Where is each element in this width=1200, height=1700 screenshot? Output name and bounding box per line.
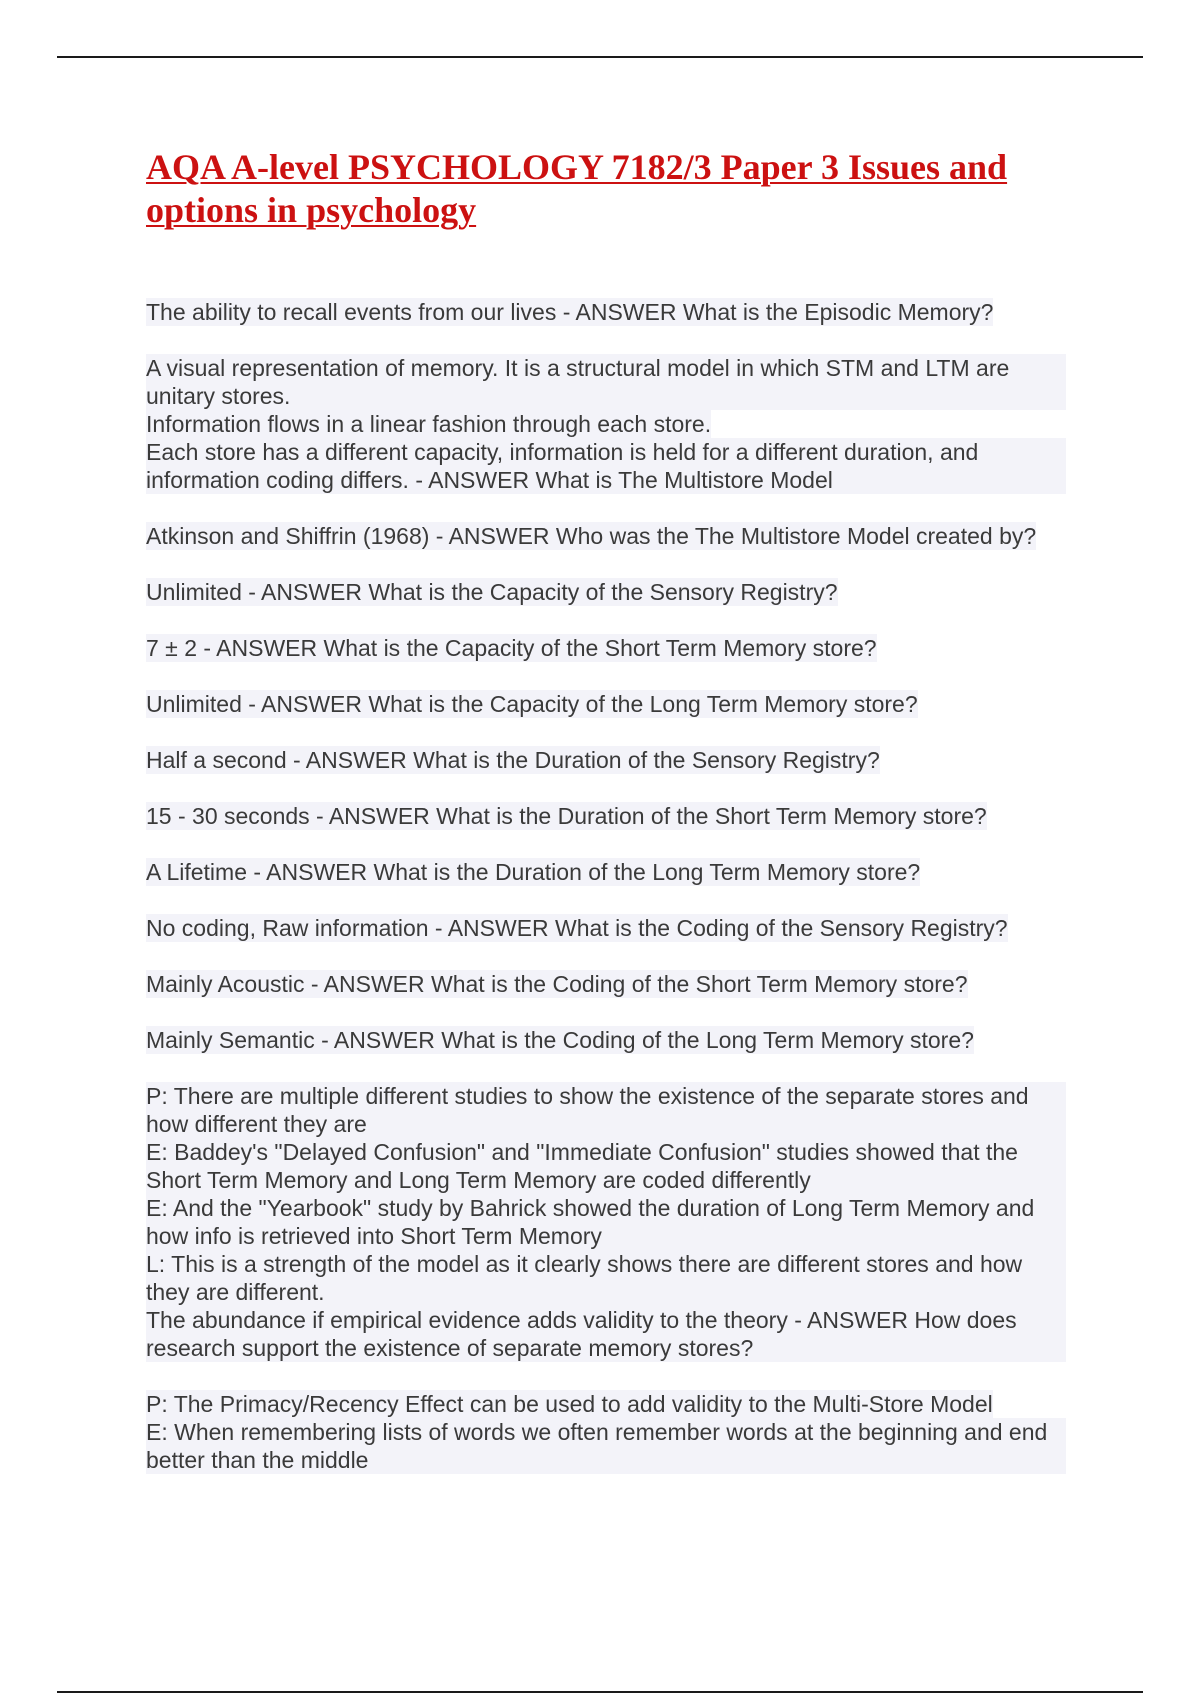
qa-entry: [146, 1026, 1066, 1054]
qa-entry: [146, 746, 1066, 774]
bottom-rule: [57, 1691, 1143, 1693]
qa-entry: [146, 634, 1066, 662]
entry-line: Unlimited - ANSWER What is the Capacity of the Long Term Memory store?: [146, 691, 918, 717]
entry-line: E: Baddey's "Delayed Confusion" and "Immediate Confusion" studies showed that the Short Term Memory and Long Term Memory are coded differently: [146, 1138, 1066, 1194]
entry-line: E: And the "Yearbook" study by Bahrick showed the duration of Long Term Memory and how info is retrieved into Short Term Memory: [146, 1194, 1066, 1250]
entry-line: No coding, Raw information - ANSWER What is the Coding of the Sensory Registry?: [146, 915, 1008, 941]
entry-line: Information flows in a linear fashion through each store.: [146, 411, 712, 437]
entry-line: A visual representation of memory. It is a structural model in which STM and LTM are unitary stores.: [146, 354, 1066, 410]
entry-line: P: There are multiple different studies to show the existence of the separate stores and how different they are: [146, 1082, 1066, 1138]
qa-entry: [146, 802, 1066, 830]
entry-line: 15 - 30 seconds - ANSWER What is the Duration of the Short Term Memory store?: [146, 803, 987, 829]
qa-entry: [146, 354, 1066, 494]
top-rule: [57, 56, 1143, 58]
qa-entries: [146, 298, 1066, 1474]
qa-entry: [146, 690, 1066, 718]
qa-entry: [146, 914, 1066, 942]
entry-line: P: The Primacy/Recency Effect can be used to add validity to the Multi-Store Model: [146, 1391, 993, 1417]
qa-entry: [146, 522, 1066, 550]
entry-line: Half a second - ANSWER What is the Duration of the Sensory Registry?: [146, 747, 880, 773]
entry-line: E: When remembering lists of words we often remember words at the beginning and end better than the middle: [146, 1418, 1066, 1474]
entry-line: Atkinson and Shiffrin (1968) - ANSWER Who was the The Multistore Model created by?: [146, 523, 1037, 549]
qa-entry: [146, 1082, 1066, 1362]
entry-line: Unlimited - ANSWER What is the Capacity of the Sensory Registry?: [146, 579, 838, 605]
entry-line: A Lifetime - ANSWER What is the Duration of the Long Term Memory store?: [146, 859, 921, 885]
entry-line: The abundance if empirical evidence adds validity to the theory - ANSWER How does research support the existence of separate memory stores?: [146, 1306, 1066, 1362]
entry-line: The ability to recall events from our lives - ANSWER What is the Episodic Memory?: [146, 299, 994, 325]
entry-line: Each store has a different capacity, information is held for a different duration, and information coding differs. - ANSWER What is The Multistore Model: [146, 438, 1066, 494]
document-title: AQA A-level PSYCHOLOGY 7182/3 Paper 3 Issues and options in psychology: [146, 147, 1008, 230]
qa-entry: [146, 298, 1066, 326]
entry-line: Mainly Acoustic - ANSWER What is the Coding of the Short Term Memory store?: [146, 971, 968, 997]
qa-entry: [146, 578, 1066, 606]
qa-entry: [146, 858, 1066, 886]
entry-line: L: This is a strength of the model as it clearly shows there are different stores and how they are different.: [146, 1250, 1066, 1306]
entry-line: 7 ± 2 - ANSWER What is the Capacity of the Short Term Memory store?: [146, 635, 877, 661]
page-content: [146, 146, 1066, 1502]
qa-entry: [146, 970, 1066, 998]
entry-line: Mainly Semantic - ANSWER What is the Coding of the Long Term Memory store?: [146, 1027, 974, 1053]
qa-entry: [146, 1390, 1066, 1474]
